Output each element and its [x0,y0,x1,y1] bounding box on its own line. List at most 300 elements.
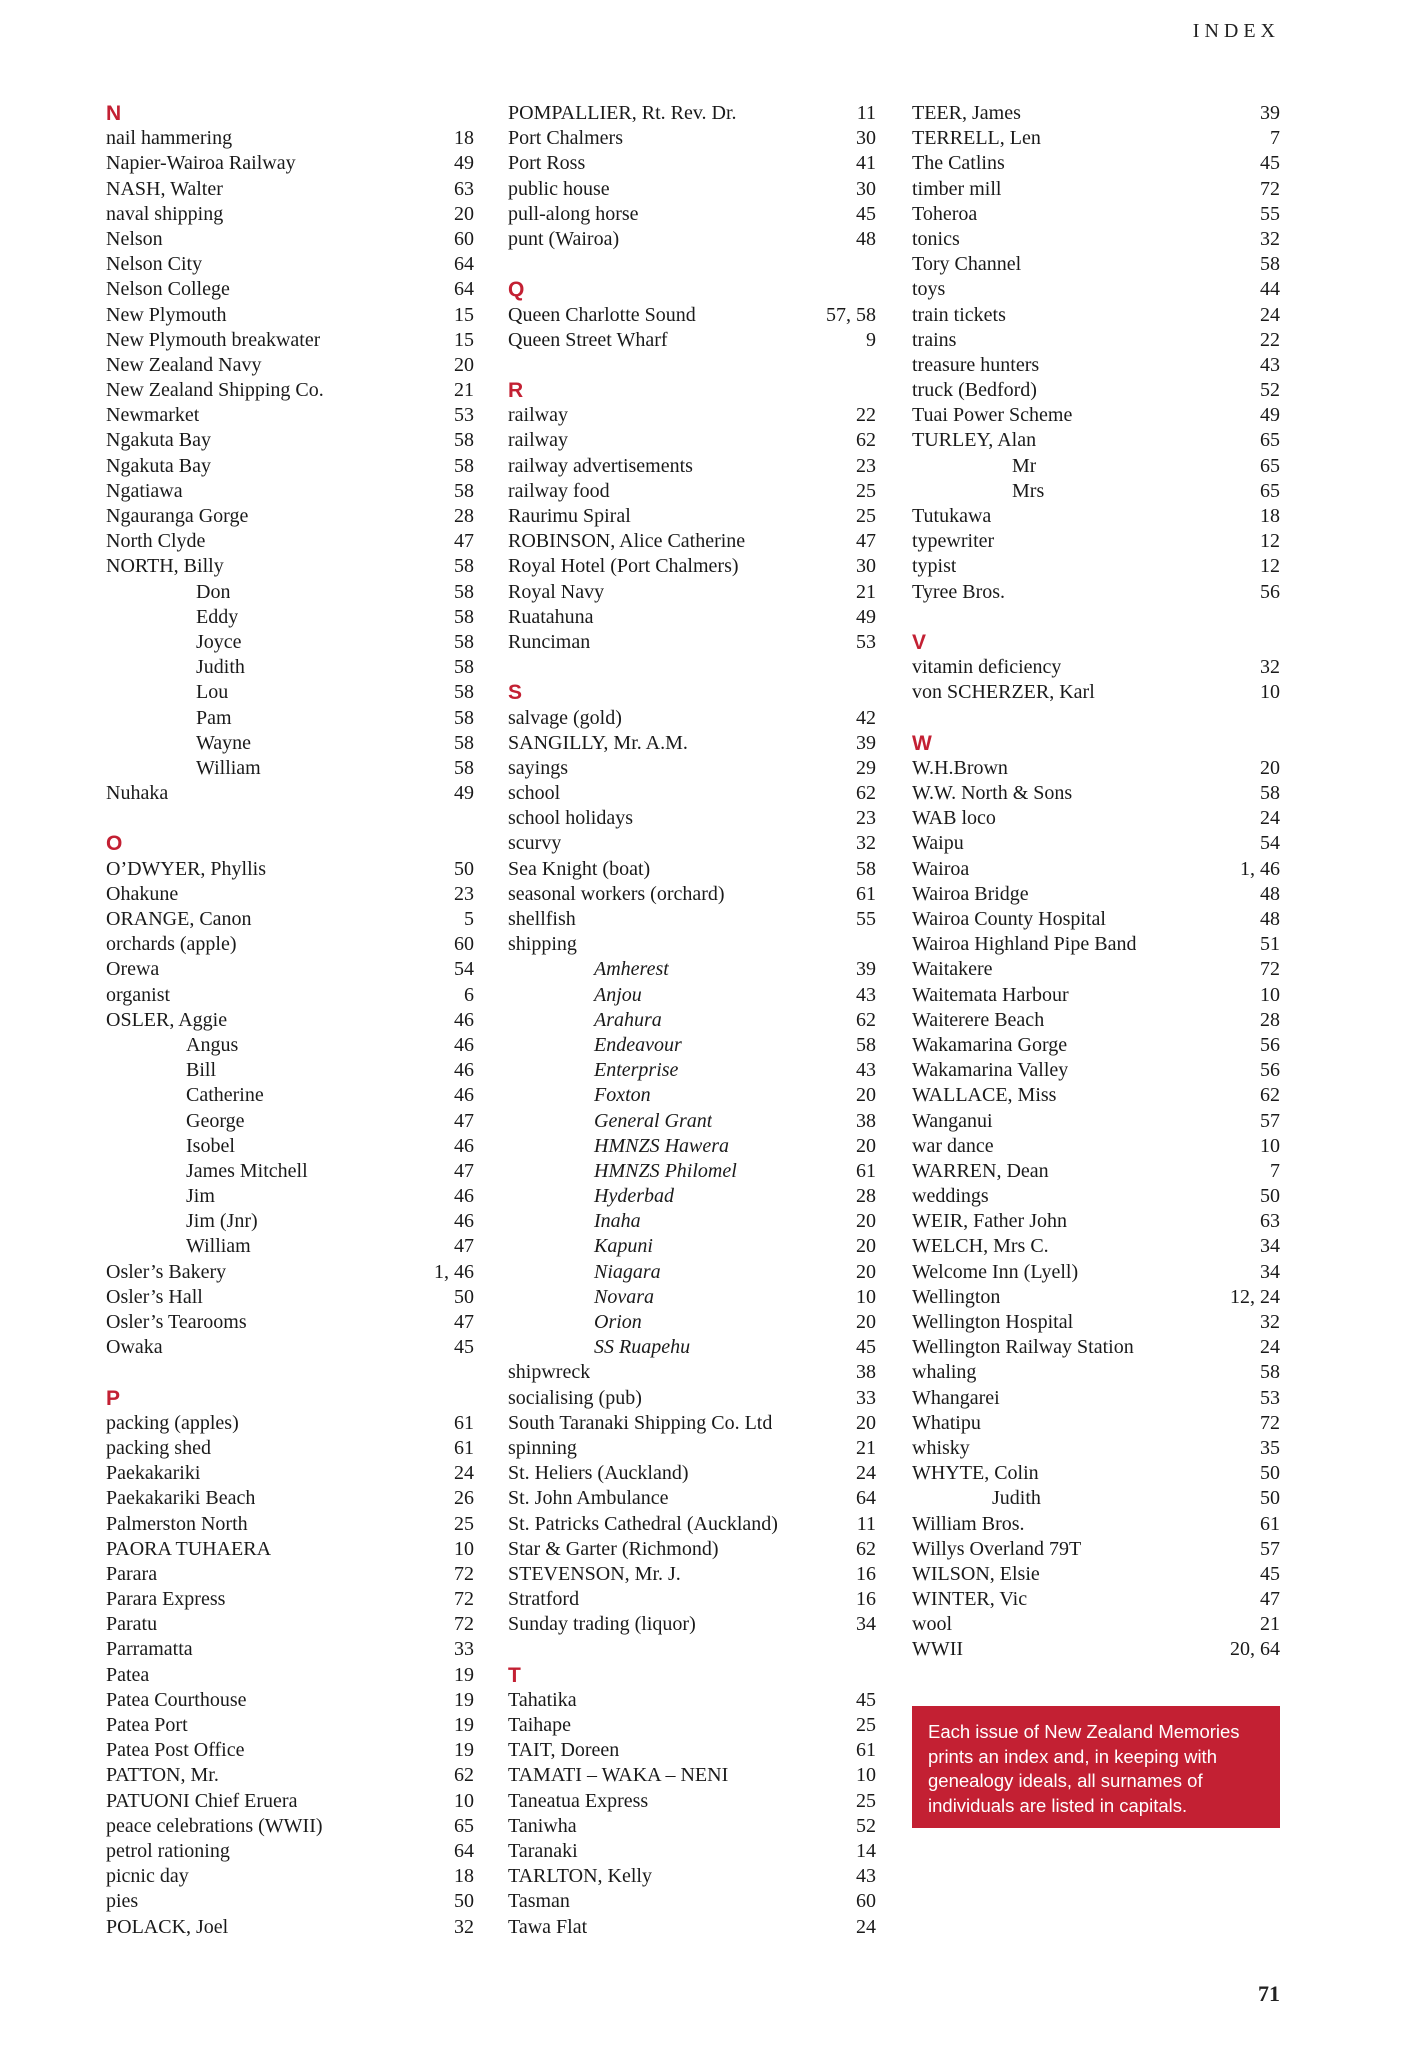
index-entry-pages: 39 [1260,102,1280,124]
index-entry [106,1763,474,1788]
index-entry [106,1260,474,1285]
index-entry-pages: 21 [1260,1613,1280,1636]
index-entry [106,1864,474,1889]
index-entry-pages: 19 [454,1714,474,1736]
index-entry [508,554,876,579]
index-entry-term: Tuai Power Scheme [912,404,1073,427]
index-entry-term: timber mill [912,177,1002,200]
index-entry [106,1436,474,1461]
index-entry-pages: 20, 64 [1230,1638,1280,1661]
index-entry-term: Wellington Railway Station [912,1336,1134,1359]
index-entry [106,1109,474,1134]
index-entry-pages: 45 [856,1336,876,1359]
section-letter: O [106,832,123,856]
index-entry [106,1411,474,1436]
index-entry [508,1839,876,1864]
section-gap [912,605,1280,630]
index-entry-term: Arahura [594,1008,662,1031]
index-entry [106,378,474,403]
index-entry-pages: 43 [856,1865,876,1888]
index-entry-term: Wairoa Highland Pipe Band [912,933,1137,956]
index-entry-term: WINTER, Vic [912,1588,1028,1611]
index-column-2 [508,101,876,1940]
index-entry [912,554,1280,579]
index-entry [508,151,876,176]
index-entry-term: SANGILLY, Mr. A.M. [508,731,688,754]
index-entry-term: Inaha [594,1210,641,1233]
index-entry [508,479,876,504]
index-entry-term: WAB loco [912,807,996,830]
index-entry-term: petrol rationing [106,1839,230,1862]
index-entry [106,1285,474,1310]
index-entry-pages: 10 [1260,1134,1280,1157]
index-entry [106,1814,474,1839]
index-entry-pages: 43 [856,1059,876,1082]
index-entry-pages: 18 [454,127,474,150]
index-entry [106,1688,474,1713]
index-entry [508,177,876,202]
index-entry-pages: 24 [856,1915,876,1938]
index-entry-term: St. Patricks Cathedral (Auckland) [508,1512,778,1535]
index-entry [106,454,474,479]
index-entry [912,202,1280,227]
index-entry-term: Osler’s Hall [106,1285,203,1308]
index-entry [508,227,876,252]
index-entry [508,1058,876,1083]
index-entry-term: socialising (pub) [508,1386,642,1409]
index-entry [912,1058,1280,1083]
index-entry-term: W.H.Brown [912,756,1008,779]
index-entry [912,1335,1280,1360]
index-entry-pages: 50 [454,857,474,880]
index-entry-term: packing (apples) [106,1411,239,1434]
index-entry [912,680,1280,705]
index-entry-term: Tasman [508,1890,570,1913]
index-entry-term: Amherest [594,958,669,981]
index-entry-pages: 58 [454,454,474,477]
index-entry [508,1688,876,1713]
index-entry-pages: 46 [454,1059,474,1082]
index-entry-term: Patea Post Office [106,1739,245,1762]
section-letter: R [508,379,524,403]
index-entry-term: pull-along horse [508,202,639,225]
index-note-text: Each issue of New Zealand Memories prints an index and, in keeping with genealogy ideals, all surnames of individuals are listed in capitals. [928,1721,1240,1816]
index-entry [508,1411,876,1436]
index-entry-term: Napier-Wairoa Railway [106,152,296,175]
index-entry [106,857,474,882]
index-entry [508,1537,876,1562]
index-entry [912,1512,1280,1537]
index-entry-term: SS Ruapehu [594,1336,691,1359]
index-entry-term: New Zealand Navy [106,353,262,376]
index-entry-pages: 65 [1260,429,1280,452]
index-entry [508,781,876,806]
index-entry [912,1637,1280,1662]
index-entry-term: Jim (Jnr) [186,1210,258,1233]
index-entry-term: WHYTE, Colin [912,1462,1039,1485]
index-entry-term: Ngatiawa [106,479,183,502]
index-entry [106,781,474,806]
index-entry-pages: 65 [1260,479,1280,502]
index-entry-pages: 47 [454,1235,474,1258]
index-entry [912,806,1280,831]
index-entry [508,1461,876,1486]
index-entry-pages: 62 [856,782,876,805]
index-entry [912,1562,1280,1587]
index-entry-term: TARLTON, Kelly [508,1865,652,1888]
index-entry [912,857,1280,882]
index-entry [106,303,474,328]
index-entry [912,1310,1280,1335]
index-entry-term: Nelson College [106,278,230,301]
index-entry-term: WILSON, Elsie [912,1562,1040,1585]
index-entry-term: Sunday trading (liquor) [508,1613,696,1636]
index-entry-pages: 21 [454,379,474,402]
index-entry-pages: 1, 46 [1240,857,1280,880]
index-column-3 [912,101,1280,1663]
index-note-box [912,1706,1280,1828]
index-entry [106,756,474,781]
index-entry [912,1234,1280,1259]
index-entry-term: train tickets [912,303,1006,326]
index-entry [106,1537,474,1562]
index-entry [106,529,474,554]
index-entry-pages: 43 [1260,353,1280,376]
index-entry-term: Kapuni [594,1235,653,1258]
index-entry-term: Wairoa County Hospital [912,908,1106,930]
index-entry-term: NASH, Walter [106,177,223,200]
index-entry-pages: 20 [856,1084,876,1107]
index-entry [508,1915,876,1940]
index-entry-term: St. Heliers (Auckland) [508,1462,689,1485]
index-entry-pages: 53 [454,404,474,427]
index-entry-pages: 24 [856,1462,876,1485]
index-entry-pages: 52 [1260,379,1280,402]
index-entry-pages: 58 [454,681,474,704]
index-entry-term: trains [912,328,957,351]
index-entry [912,580,1280,605]
index-entry [106,957,474,982]
index-entry [508,1889,876,1914]
index-entry [912,1184,1280,1209]
index-entry-term: Tawa Flat [508,1915,588,1938]
index-entry-pages: 53 [1260,1386,1280,1409]
index-entry-pages: 30 [856,127,876,150]
index-entry-pages: 21 [856,1436,876,1459]
index-entry [106,580,474,605]
index-entry [106,1738,474,1763]
index-entry [106,1234,474,1259]
index-entry-pages: 14 [856,1839,876,1862]
index-entry-term: treasure hunters [912,353,1040,376]
index-entry-term: vitamin deficiency [912,656,1062,679]
index-entry [912,1587,1280,1612]
index-entry-pages: 23 [454,882,474,905]
index-entry [106,983,474,1008]
index-entry-term: shellfish [508,908,576,930]
index-entry-pages: 58 [454,706,474,729]
section-gap [508,655,876,680]
index-entry-pages: 58 [1260,253,1280,276]
index-entry-term: Judith [992,1487,1041,1510]
index-entry [508,1713,876,1738]
index-entry-pages: 55 [1260,202,1280,225]
section-letter: S [508,681,523,705]
index-entry [912,756,1280,781]
index-entry [508,1134,876,1159]
index-entry-term: Foxton [594,1084,651,1107]
index-entry-pages: 25 [454,1512,474,1535]
index-entry [912,1285,1280,1310]
index-entry [912,1008,1280,1033]
index-entry-term: Parara [106,1562,158,1585]
index-entry-pages: 50 [454,1890,474,1913]
index-entry-term: Raurimu Spiral [508,505,631,527]
index-entry [508,580,876,605]
index-entry [106,706,474,731]
index-entry-term: Patea Courthouse [106,1688,247,1711]
index-entry-pages: 65 [454,1814,474,1837]
index-entry-pages: 47 [454,1109,474,1132]
index-entry-term: Endeavour [594,1033,682,1056]
index-entry [508,1562,876,1587]
index-entry-term: HMNZS Hawera [594,1134,730,1157]
index-entry-term: shipwreck [508,1361,591,1384]
index-entry-term: Tory Channel [912,253,1022,276]
index-entry-pages: 34 [1260,1260,1280,1283]
index-entry-term: Pam [196,706,232,729]
index-entry [912,781,1280,806]
section-gap [912,706,1280,731]
index-entry-pages: 56 [1260,1033,1280,1056]
index-entry-term: tonics [912,227,960,250]
index-entry-term: Bill [186,1059,217,1082]
index-entry-pages: 21 [856,580,876,603]
index-entry-pages: 38 [856,1361,876,1384]
index-entry [508,1763,876,1788]
index-entry-pages: 47 [454,1311,474,1333]
index-entry-term: wool [912,1613,952,1636]
index-entry-pages: 10 [856,1764,876,1787]
index-entry-term: peace celebrations (WWII) [106,1814,323,1837]
index-entry-pages: 72 [454,1588,474,1611]
index-entry [508,126,876,151]
index-entry-term: Jim [186,1185,215,1208]
index-entry [912,1386,1280,1411]
index-entry-pages: 52 [856,1814,876,1837]
index-entry [912,328,1280,353]
index-entry-pages: 63 [454,177,474,200]
index-entry-term: Stratford [508,1588,580,1611]
index-entry-term: WEIR, Father John [912,1210,1067,1233]
index-entry [106,655,474,680]
index-entry [106,1612,474,1637]
index-entry-pages: 60 [454,227,474,250]
index-entry-term: PATTON, Mr. [106,1764,219,1787]
index-entry-term: Tyree Bros. [912,580,1006,603]
index-entry-term: naval shipping [106,202,224,225]
index-entry [106,1134,474,1159]
index-entry-term: Nelson [106,227,163,250]
index-entry-term: George [186,1109,245,1132]
index-entry-term: Waitemata Harbour [912,983,1069,1006]
index-entry [912,1360,1280,1385]
index-entry [106,177,474,202]
index-entry-term: railway [508,429,568,452]
index-entry-pages: 25 [856,1714,876,1736]
index-entry [106,932,474,957]
index-entry-pages: 16 [856,1562,876,1585]
index-entry-term: Nelson City [106,253,203,276]
index-entry-term: Royal Hotel (Port Chalmers) [508,555,739,578]
index-entry [106,1335,474,1360]
index-entry-pages: 19 [454,1739,474,1762]
index-entry-pages: 56 [1260,1059,1280,1082]
index-entry [912,932,1280,957]
index-entry-pages: 47 [454,530,474,553]
index-entry-pages: 18 [1260,505,1280,527]
index-entry-pages: 58 [454,605,474,628]
index-entry [912,252,1280,277]
index-entry [106,252,474,277]
index-entry-term: Orion [594,1311,642,1333]
index-entry-term: TAIT, Doreen [508,1739,620,1762]
index-entry-pages: 39 [856,958,876,981]
index-entry-term: shipping [508,933,577,956]
index-entry-term: New Plymouth [106,303,227,326]
index-entry [912,1134,1280,1159]
index-entry-pages: 20 [856,1210,876,1233]
index-entry-pages: 32 [1260,656,1280,679]
index-entry-term: PAORA TUHAERA [106,1537,272,1560]
index-column-1 [106,101,474,1940]
index-entry-pages: 12, 24 [1230,1285,1280,1308]
index-entry [106,1461,474,1486]
index-entry-pages: 48 [1260,882,1280,905]
section-gap [106,1360,474,1385]
index-entry-pages: 61 [856,882,876,905]
index-entry-pages: 46 [454,1210,474,1233]
section-letter: N [106,102,122,125]
index-entry-pages: 20 [454,353,474,376]
index-entry [508,731,876,756]
index-entry-pages: 24 [1260,303,1280,326]
index-entry [508,706,876,731]
index-entry [508,1008,876,1033]
index-entry-term: The Catlins [912,152,1005,175]
index-entry-term: Ngakuta Bay [106,454,211,477]
page-header-title: INDEX [1192,20,1280,42]
index-entry-pages: 15 [454,303,474,326]
index-entry-term: Anjou [594,983,642,1006]
index-entry-term: William [186,1235,251,1258]
index-entry [508,1512,876,1537]
index-entry [106,1512,474,1537]
index-entry [912,1486,1280,1511]
index-entry-term: Ngauranga Gorge [106,505,249,527]
index-entry [912,831,1280,856]
index-entry-term: Lou [196,681,229,704]
index-entry-term: truck (Bedford) [912,379,1037,402]
index-entry-pages: 64 [454,1839,474,1862]
index-entry-pages: 55 [856,908,876,930]
index-entry [508,303,876,328]
index-entry-pages: 49 [454,152,474,175]
section-gap [106,806,474,831]
index-entry-pages: 72 [454,1562,474,1585]
index-entry [508,1260,876,1285]
index-entry-pages: 62 [454,1764,474,1787]
index-entry [106,1889,474,1914]
index-entry-pages: 58 [856,1033,876,1056]
index-entry [106,1159,474,1184]
index-entry [912,1033,1280,1058]
index-entry-pages: 24 [1260,1336,1280,1359]
index-entry-pages: 54 [454,958,474,981]
index-entry [106,1587,474,1612]
index-entry-pages: 26 [454,1487,474,1510]
index-entry-pages: 34 [1260,1235,1280,1258]
section-gap [508,252,876,277]
index-entry-pages: 50 [454,1285,474,1308]
index-entry-term: scurvy [508,832,562,855]
index-entry [912,403,1280,428]
index-entry [106,1713,474,1738]
index-entry-pages: 45 [454,1336,474,1359]
index-entry [912,529,1280,554]
index-entry [912,983,1280,1008]
index-entry-term: Paratu [106,1613,158,1636]
index-entry-pages: 60 [454,933,474,956]
index-entry-term: Eddy [196,605,239,628]
index-entry-pages: 58 [454,555,474,578]
index-entry [912,655,1280,680]
index-entry-term: POLACK, Joel [106,1915,229,1938]
index-entry-term: Osler’s Bakery [106,1260,227,1283]
index-entry [106,680,474,705]
index-entry-pages: 46 [454,1185,474,1208]
index-entry [508,831,876,856]
index-entry [106,1008,474,1033]
index-entry-term: organist [106,983,171,1006]
index-entry-pages: 45 [856,1688,876,1711]
index-entry [508,1033,876,1058]
index-entry-pages: 62 [856,1537,876,1560]
index-entry [106,1663,474,1688]
index-entry [106,1184,474,1209]
index-entry [106,1033,474,1058]
index-entry [106,605,474,630]
index-entry [508,957,876,982]
index-entry [508,1486,876,1511]
index-entry-pages: 46 [454,1008,474,1031]
index-entry-pages: 48 [1260,908,1280,930]
index-entry-term: Waitakere [912,958,993,981]
index-entry-pages: 58 [1260,782,1280,805]
index-entry [508,428,876,453]
index-entry-term: Wayne [196,731,252,754]
index-entry-pages: 29 [856,756,876,779]
index-entry-pages: 72 [1260,958,1280,981]
index-entry-term: Judith [196,656,245,679]
index-entry [508,1814,876,1839]
index-entry [106,907,474,932]
index-entry-pages: 45 [1260,1562,1280,1585]
index-entry-term: von SCHERZER, Karl [912,681,1095,704]
index-entry-pages: 20 [856,1411,876,1434]
index-entry-pages: 39 [856,731,876,754]
index-entry-term: Port Chalmers [508,127,623,150]
